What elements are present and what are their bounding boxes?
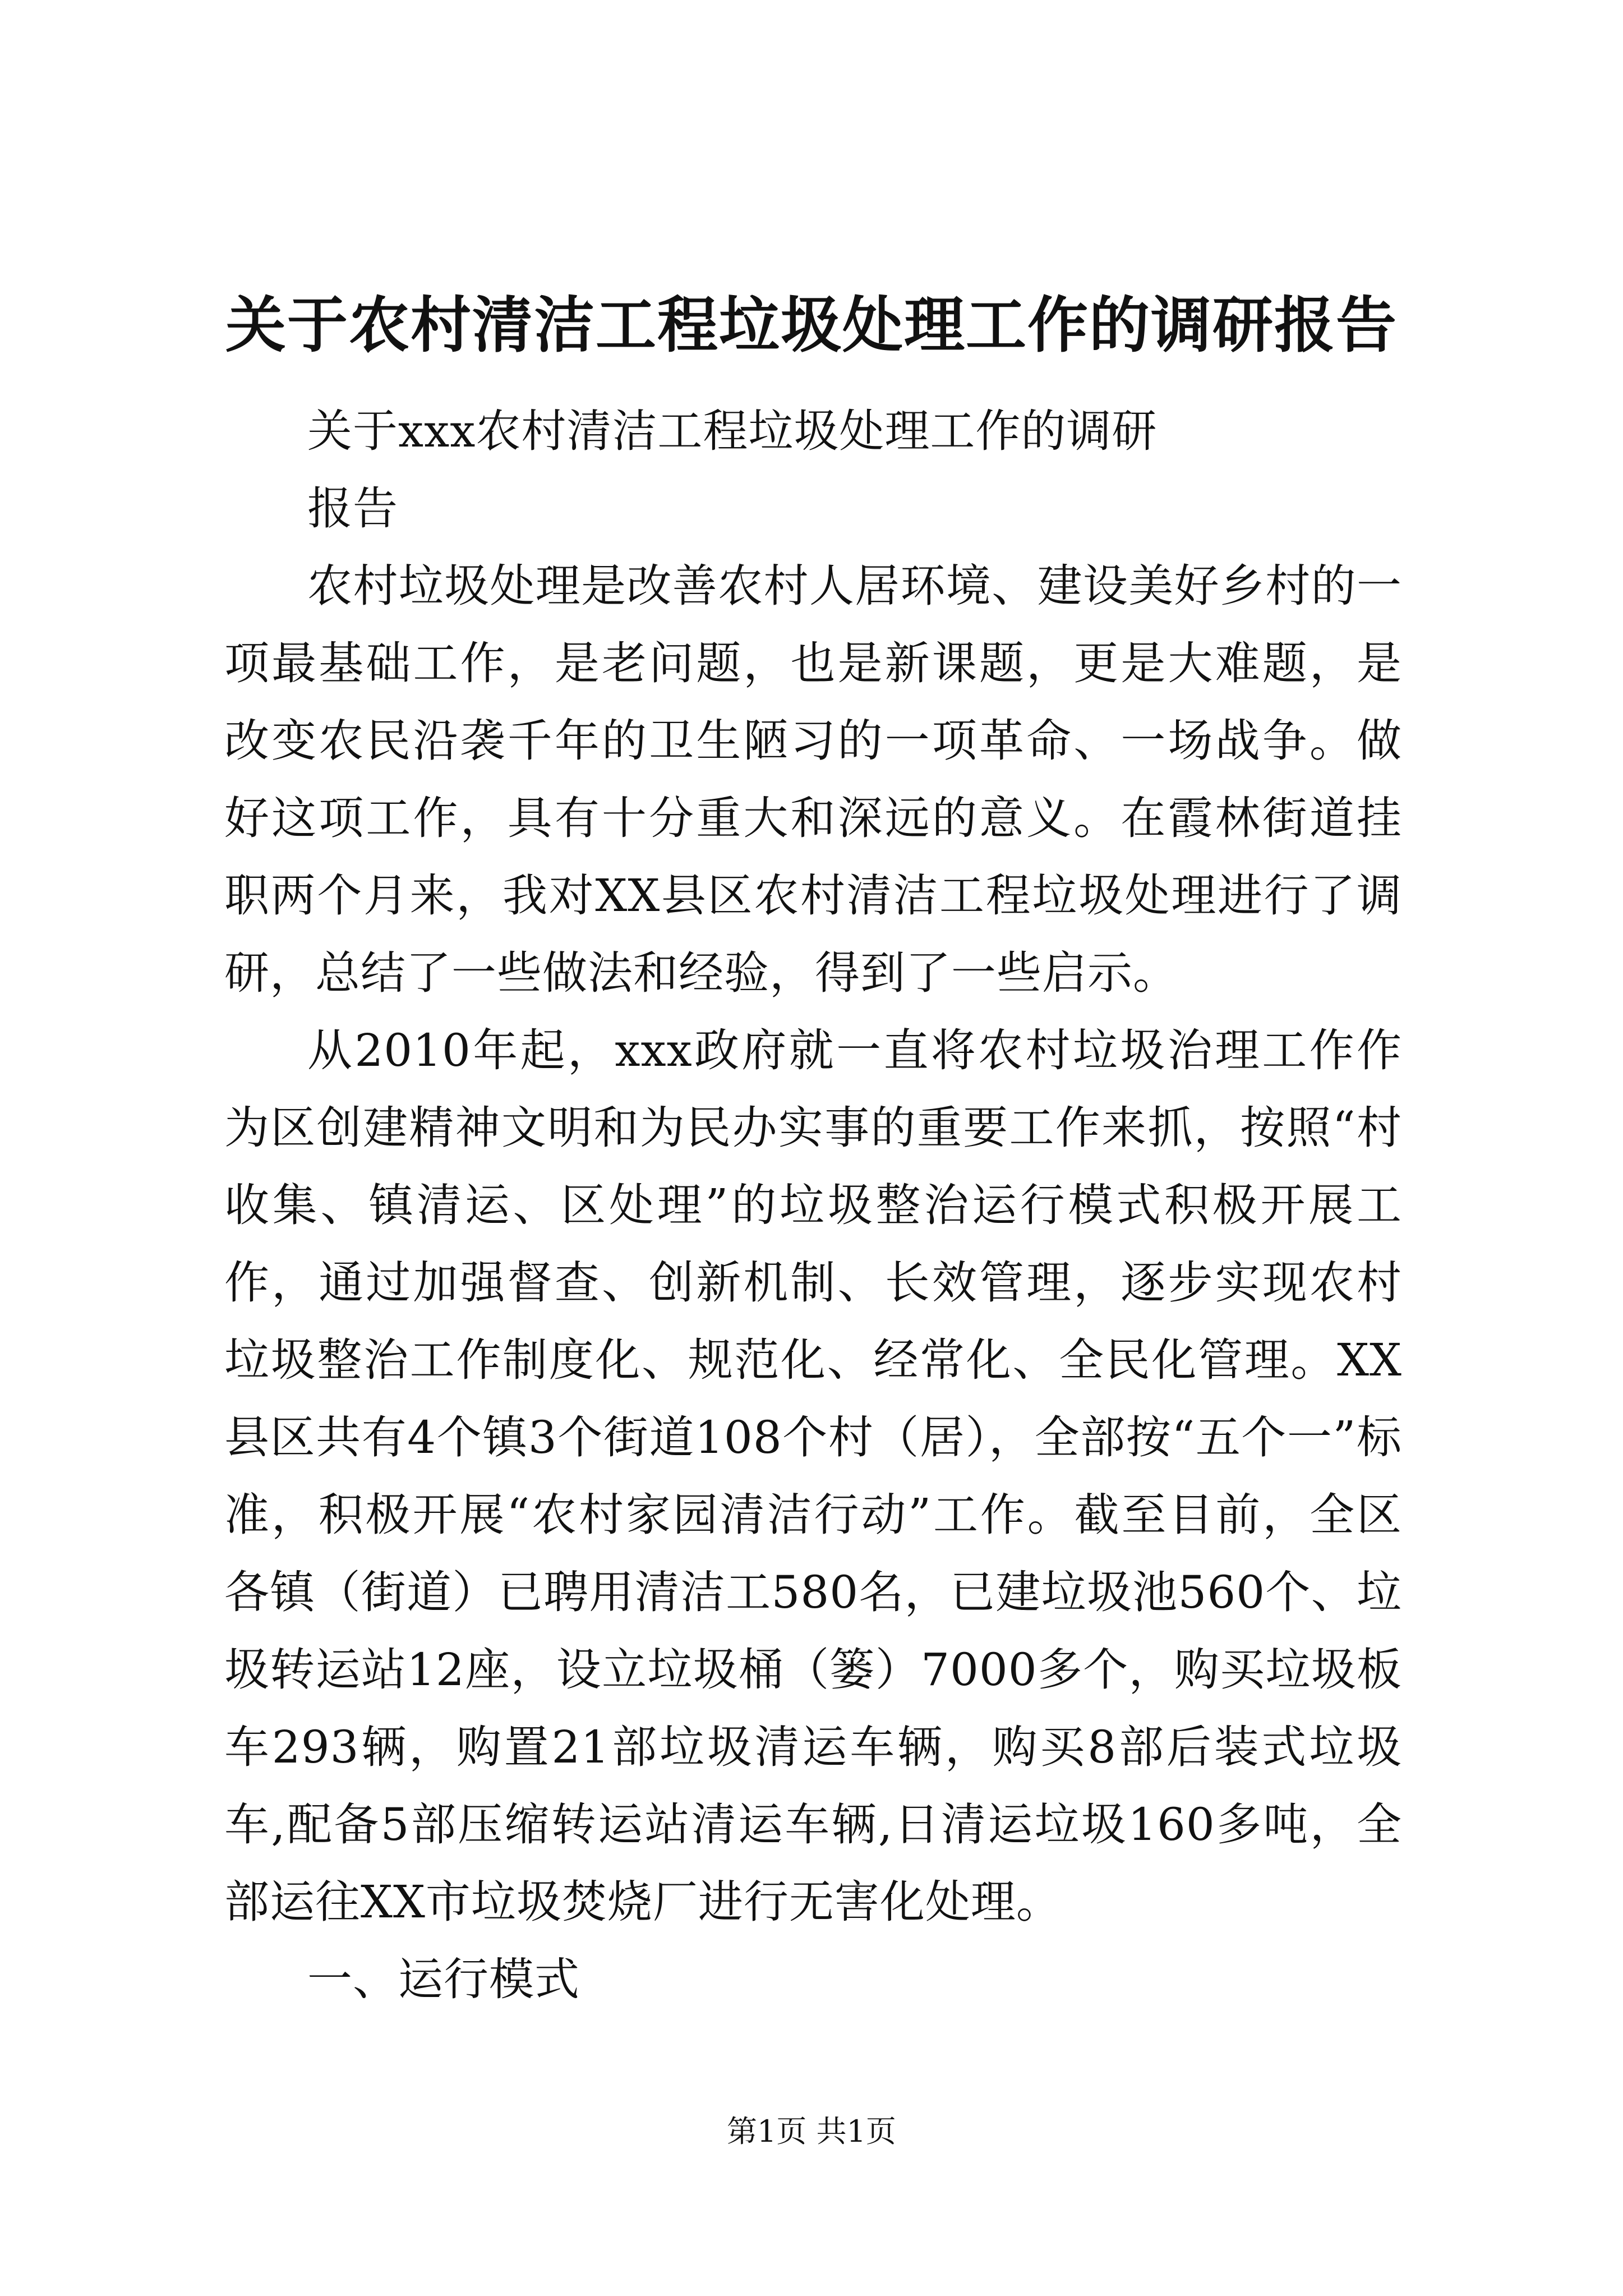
document-body	[224, 393, 1402, 2018]
paragraph-intro: 农村垃圾处理是改善农村人居环境、建设美好乡村的一项最基础工作，是老问题，也是新课题，更是大难题，是改变农民沿袭千年的卫生陋习的一项革命、一场战争。做好这项工作，具有十分重大和深远的意义。在霞林街道挂职两个月来，我对XX县区农村清洁工程垃圾处理进行了调研，总结了一些做法和经验，得到了一些启示。	[224, 560, 1402, 999]
section-heading-1: 一、运行模式	[307, 1953, 580, 2005]
subtitle-line-2: 报告	[307, 482, 398, 535]
document-title: 关于农村清洁工程垃圾处理工作的调研报告	[225, 290, 1398, 361]
paragraph-overview: 从2010年起，xxx政府就一直将农村垃圾治理工作作为区创建精神文明和为民办实事的重要工作来抓，按照“村收集、镇清运、区处理”的垃圾整治运行模式积极开展工作，通过加强督查、创新机制、长效管理，逐步实现农村垃圾整治工作制度化、规范化、经常化、全民化管理。XX县区共有4个镇3个街道108个村（居），全部按“五个一”标准，积极开展“农村家园清洁行动”工作。截至目前，全区各镇（街道）已聘用清洁工580名，已建垃圾池560个、垃圾转运站12座，设立垃圾桶（篓）7000多个，购买垃圾板车293辆，购置21部垃圾清运车辆，购买8部后装式垃圾车,配备5部压缩转运站清运车辆,日清运垃圾160多吨，全部运往XX市垃圾焚烧厂进行无害化处理。	[224, 1024, 1402, 1928]
subtitle-line-1: 关于xxx农村清洁工程垃圾处理工作的调研	[307, 405, 1158, 457]
page-footer: 第1页 共1页	[727, 2114, 896, 2149]
